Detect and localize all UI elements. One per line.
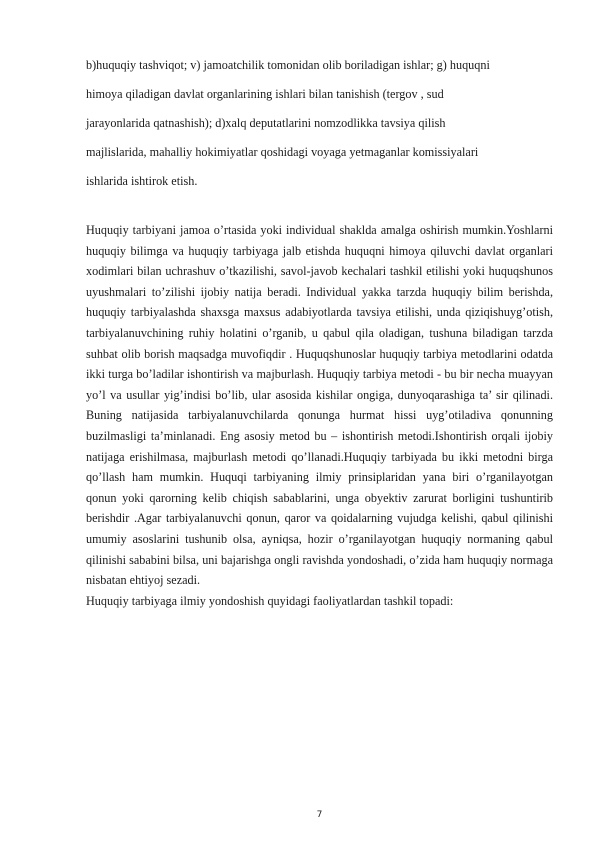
intro-line: himoya qiladigan davlat organlarining ishlari bilan tanishish (tergov , sud [86, 87, 444, 101]
page-number: 7 [316, 810, 323, 820]
main-paragraph: Huquqiy tarbiyani jamoa o’rtasida yoki individual shaklda amalga oshirish mumkin.Yoshlarni huquqiy bilimga va huquqiy tarbiyaga jalb etishda huquqni himoya qiluvchi davlat organlari xodimlari bilan uchrashuv o’tkazilishi, savol-javob kechalari tashkil etilishi yoki huquqshunos uyushmalari to’zilishi ijobiy natija beradi. Individual yakka tarzda huquqiy bilim berishda, huquqiy tarbiyalashda shaxsga maxsus adabiyotlarda tavsiya etilishi, unda qiziqishuyg’otish, tarbiyalanuvchining ruhiy holatini o’rganib, u qabul qila oladigan, tushuna biladigan tarzda suhbat olib borish maqsadga muvofiqdir . Huquqshunoslar huquqiy tarbiya metodlarini odatda ikki turga bo’ladilar ishontirish va majburlash. Huquqiy tarbiya metodi - bu bir necha muayyan yo’l va usullar yig’indisi bo’lib, ular asosida kishilar ongiga, dunyoqarashiga ta’ sir qilinadi. Buning natijasida tarbiyalanuvchilarda qonunga hurmat hissi uyg’otiladiva qonunning buzilmasligi ta’minlanadi. Eng asosiy metod bu – ishontirish metodi.Ishontirish orqali ijobiy natijaga erishilmasa, majburlash metodi qo’llanadi.Huquqiy tarbiyada bu ikki metodni birga qo’llash ham mumkin. Huquqi tarbiyaning ilmiy prinsiplaridan yana biri o’rganilayotgan qonun yoki qarorning kelib chiqish sabablarini, unga obyektiv zarurat borligini tushuntirib berishdir .Agar tarbiyalanuvchi qonun, qaror va qoidalarning vujudga kelishi, qabul qilinishi umumiy asoslarini tushunib olsa, ayniqsa, hozir o’rganilayotgan huquqiy normaning qabul qilinishi sababini bilsa, uni bajarishga ongli ravishda yondoshadi, o’zida ham huquqiy normaga nisbatan ehtiyoj sezadi. [86, 223, 553, 588]
closing-line: Huquqiy tarbiyaga ilmiy yondoshish quyidagi faoliyatlardan tashkil topadi: [86, 593, 454, 608]
body-text [86, 220, 553, 611]
document-page [86, 0, 553, 842]
intro-line: jarayonlarida qatnashish); d)xalq deputatlarini nomzodlikka tavsiya qilish [86, 116, 446, 130]
intro-line: majlislarida, mahalliy hokimiyatlar qoshidagi voyaga yetmaganlar komissiyalari [86, 145, 479, 159]
intro-line: ishlarida ishtirok etish. [86, 174, 198, 188]
intro-line: b)huquqiy tashviqot; v) jamoatchilik tomonidan olib boriladigan ishlar; g) huquqni [86, 58, 490, 72]
intro-list-continuation [86, 51, 553, 196]
